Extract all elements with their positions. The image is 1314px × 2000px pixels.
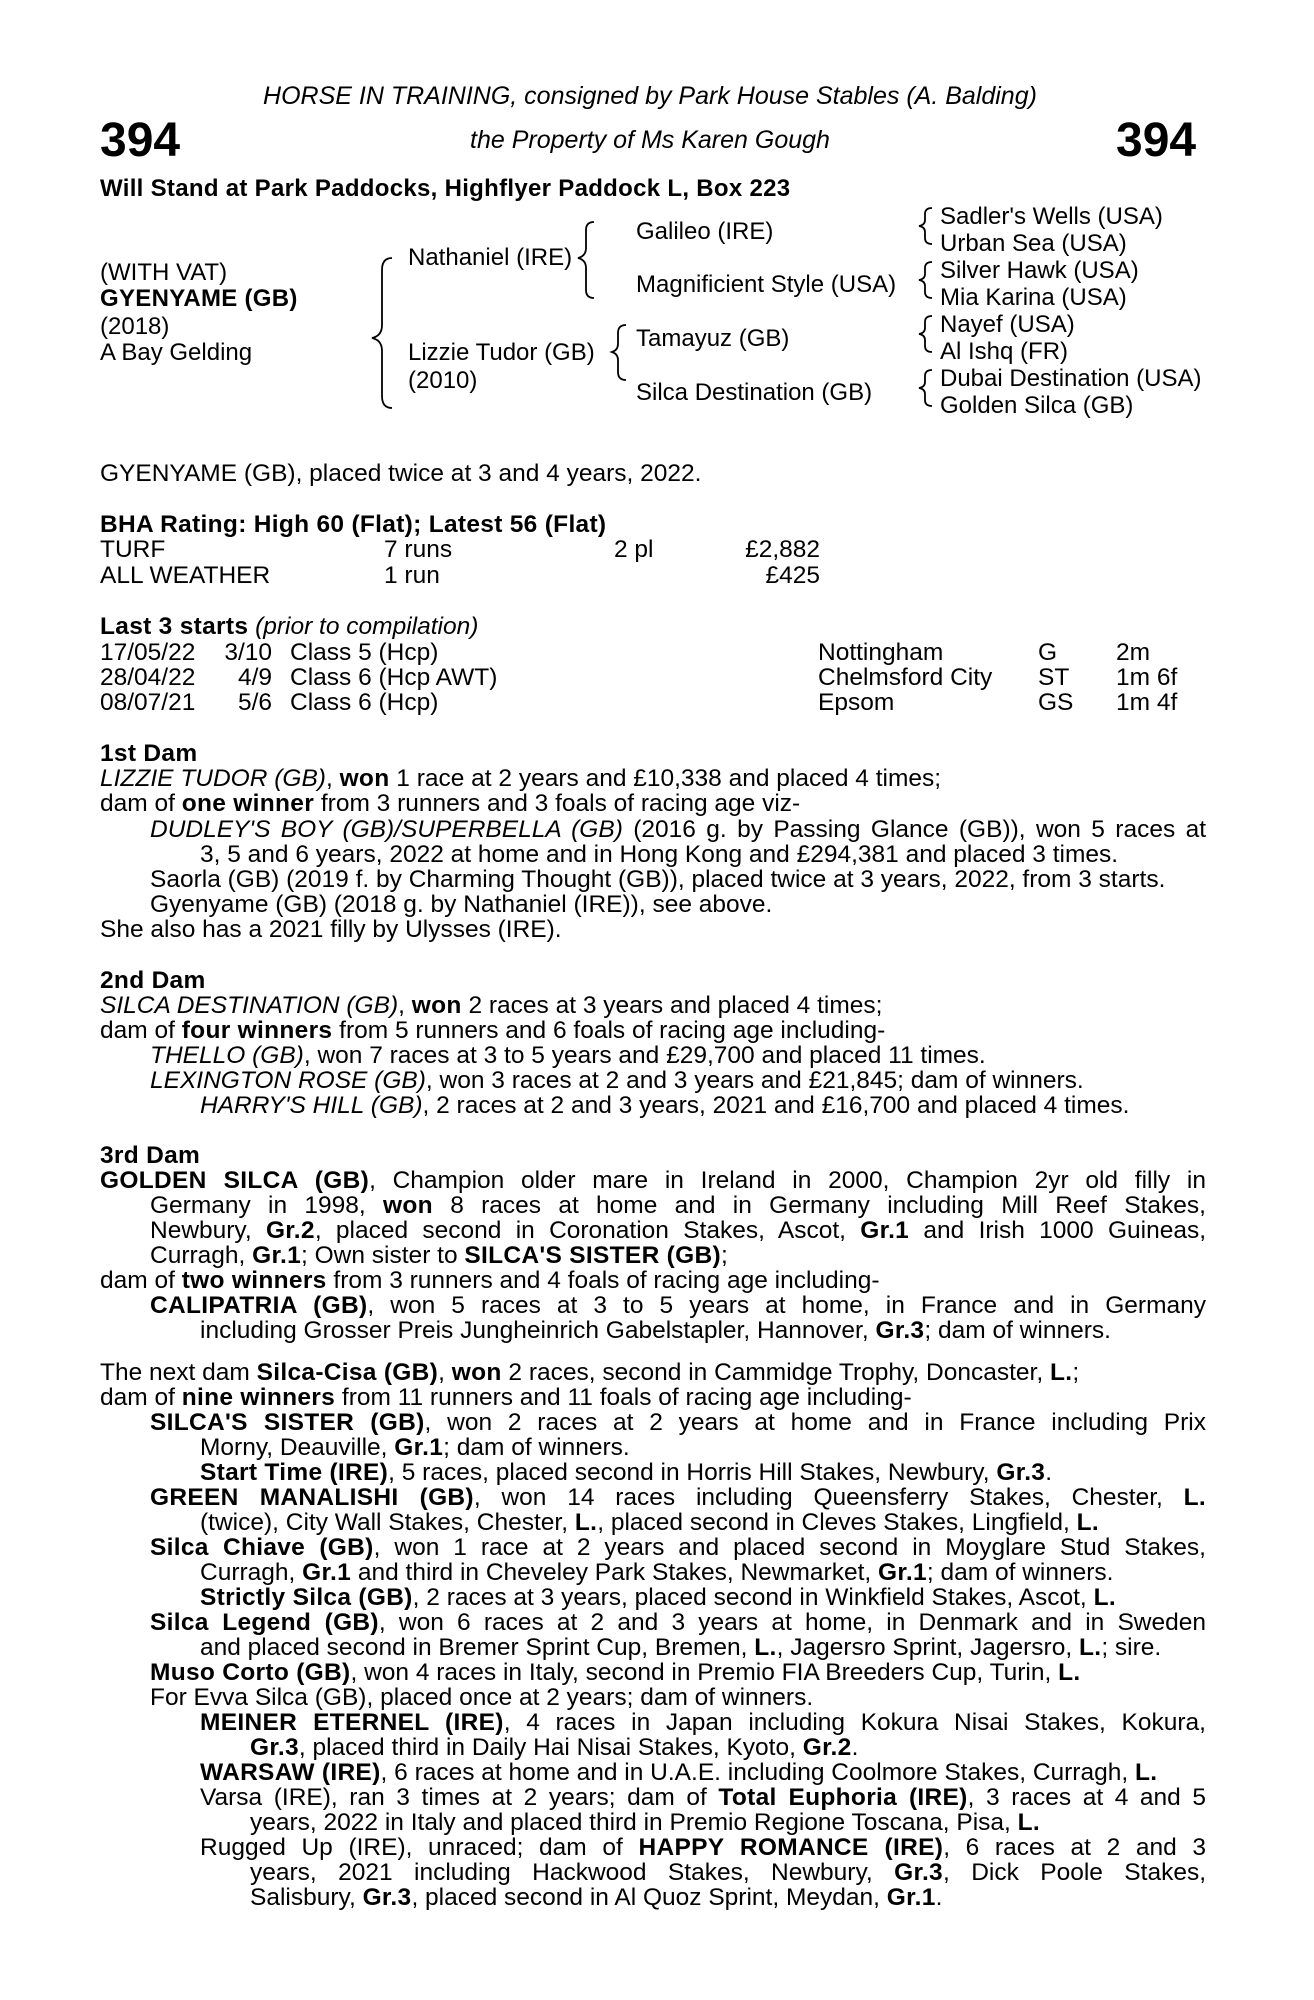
start-going-3: GS bbox=[1038, 689, 1074, 716]
nextdam-line-6: GREEN MANALISHI (GB), won 14 races including Queensferry Stakes, Chester, L. bbox=[150, 1484, 1206, 1511]
dam1-line-5: Saorla (GB) (2019 f. by Charming Thought (GB)), placed twice at 3 years, 2022, from 3 starts. bbox=[150, 866, 1166, 893]
vat-label: (WITH VAT) bbox=[100, 259, 228, 286]
start-dist-3: 1m 4f bbox=[1116, 689, 1178, 716]
dam-dam: Silca Destination (GB) bbox=[636, 379, 873, 406]
dam1-line-3: DUDLEY'S BOY (GB)/SUPERBELLA (GB) (2016 g. by Passing Glance (GB)), won 5 races at bbox=[150, 816, 1207, 843]
horse-description: A Bay Gelding bbox=[100, 339, 253, 366]
sire: Nathaniel (IRE) bbox=[408, 244, 573, 271]
start-class-2: Class 6 (Hcp AWT) bbox=[290, 664, 498, 691]
dam3-line-7: including Grosser Preis Jungheinrich Gabelstapler, Hannover, Gr.3; dam of winners. bbox=[200, 1317, 1111, 1344]
start-going-2: ST bbox=[1038, 664, 1070, 691]
rating-placed-1: 2 pl bbox=[614, 536, 654, 563]
nextdam-line-1: The next dam Silca-Cisa (GB), won 2 races, second in Cammidge Trophy, Doncaster, L.; bbox=[100, 1359, 1080, 1386]
start-dist-2: 1m 6f bbox=[1116, 664, 1178, 691]
horse-name: GYENYAME (GB) bbox=[100, 285, 298, 312]
rating-runs-2: 1 run bbox=[384, 562, 440, 589]
start-pos-2: 4/9 bbox=[237, 664, 272, 691]
nextdam-line-4: Morny, Deauville, Gr.1; dam of winners. bbox=[200, 1434, 630, 1461]
horse-year: (2018) bbox=[100, 313, 170, 340]
gg-5: Nayef (USA) bbox=[940, 311, 1075, 338]
nextdam-line-3: SILCA'S SISTER (GB), won 2 races at 2 years at home and in France including Prix bbox=[150, 1409, 1206, 1436]
nextdam-line-8: Silca Chiave (GB), won 1 race at 2 years and placed second in Moyglare Stud Stakes, bbox=[150, 1534, 1206, 1561]
dam3-line-1: GOLDEN SILCA (GB), Champion older mare in Ireland in 2000, Champion 2yr old filly in bbox=[100, 1167, 1206, 1194]
dam3-line-2: Germany in 1998, won 8 races at home and in Germany including Mill Reef Stakes, bbox=[150, 1192, 1206, 1219]
dam2-line-1: SILCA DESTINATION (GB), won 2 races at 3 years and placed 4 times; bbox=[100, 992, 883, 1019]
dam2-line-2: dam of four winners from 5 runners and 6 foals of racing age including- bbox=[100, 1017, 886, 1044]
rating-earnings-2: £425 bbox=[765, 562, 820, 589]
gg-1: Sadler's Wells (USA) bbox=[940, 203, 1163, 230]
nextdam-line-18: Varsa (IRE), ran 3 times at 2 years; dam of Total Euphoria (IRE), 3 races at 4 and 5 bbox=[200, 1784, 1207, 1811]
dam1-line-7: She also has a 2021 filly by Ulysses (IRE). bbox=[100, 916, 562, 943]
start-course-3: Epsom bbox=[818, 689, 895, 716]
start-course-2: Chelmsford City bbox=[818, 664, 993, 691]
nextdam-line-21: years, 2021 including Hackwood Stakes, Newbury, Gr.3, Dick Poole Stakes, bbox=[250, 1859, 1207, 1886]
nextdam-line-10: Strictly Silca (GB), 2 races at 3 years, placed second in Winkfield Stakes, Ascot, L. bbox=[200, 1584, 1116, 1611]
start-pos-3: 5/6 bbox=[237, 689, 272, 716]
summary-line: GYENYAME (GB), placed twice at 3 and 4 years, 2022. bbox=[100, 460, 702, 487]
dam2-line-4: LEXINGTON ROSE (GB), won 3 races at 2 and 3 years and £21,845; dam of winners. bbox=[150, 1067, 1084, 1094]
dam3-line-3: Newbury, Gr.2, placed second in Coronation Stakes, Ascot, Gr.1 and Irish 1000 Guineas, bbox=[150, 1217, 1206, 1244]
dam1-heading: 1st Dam bbox=[100, 740, 198, 767]
start-pos-1: 3/10 bbox=[224, 639, 272, 666]
nextdam-line-22: Salisbury, Gr.3, placed second in Al Quoz Sprint, Meydan, Gr.1. bbox=[250, 1884, 943, 1911]
dam-sire: Tamayuz (GB) bbox=[636, 325, 790, 352]
starts-heading: Last 3 starts (prior to compilation) bbox=[100, 613, 479, 640]
dam1-line-2: dam of one winner from 3 runners and 3 foals of racing age viz- bbox=[100, 790, 801, 817]
nextdam-line-20: Rugged Up (IRE), unraced; dam of HAPPY ROMANCE (IRE), 6 races at 2 and 3 bbox=[200, 1834, 1207, 1861]
gg-4: Mia Karina (USA) bbox=[940, 284, 1127, 311]
nextdam-line-14: For Evva Silca (GB), placed once at 2 years; dam of winners. bbox=[150, 1684, 814, 1711]
sire-sire: Galileo (IRE) bbox=[636, 218, 774, 245]
start-date-3: 08/07/21 bbox=[100, 689, 196, 716]
consignment-line: HORSE IN TRAINING, consigned by Park House Stables (A. Balding) bbox=[263, 82, 1037, 110]
dam3-line-6: CALIPATRIA (GB), won 5 races at 3 to 5 years at home, in France and in Germany bbox=[150, 1292, 1206, 1319]
dam3-heading: 3rd Dam bbox=[100, 1142, 201, 1169]
start-date-2: 28/04/22 bbox=[100, 664, 196, 691]
start-class-3: Class 6 (Hcp) bbox=[290, 689, 439, 716]
dam1-line-6: Gyenyame (GB) (2018 g. by Nathaniel (IRE)), see above. bbox=[150, 891, 773, 918]
nextdam-line-19: years, 2022 in Italy and placed third in Premio Regione Toscana, Pisa, L. bbox=[250, 1809, 1041, 1836]
nextdam-line-12: and placed second in Bremer Sprint Cup, Bremen, L., Jagersro Sprint, Jagersro, L.; sire. bbox=[200, 1634, 1162, 1661]
rating-surface-2: ALL WEATHER bbox=[100, 562, 271, 589]
dam2-heading: 2nd Dam bbox=[100, 967, 206, 994]
start-class-1: Class 5 (Hcp) bbox=[290, 639, 439, 666]
dam1-line-4: 3, 5 and 6 years, 2022 at home and in Hong Kong and £294,381 and placed 3 times. bbox=[200, 841, 1119, 868]
rating-earnings-1: £2,882 bbox=[745, 536, 820, 563]
property-line: the Property of Ms Karen Gough bbox=[470, 126, 830, 154]
location-line: Will Stand at Park Paddocks, Highflyer Paddock L, Box 223 bbox=[100, 175, 791, 202]
gg-3: Silver Hawk (USA) bbox=[940, 257, 1139, 284]
start-going-1: G bbox=[1038, 639, 1058, 666]
nextdam-line-15: MEINER ETERNEL (IRE), 4 races in Japan including Kokura Nisai Stakes, Kokura, bbox=[200, 1709, 1206, 1736]
dam-year: (2010) bbox=[408, 367, 478, 394]
nextdam-line-13: Muso Corto (GB), won 4 races in Italy, second in Premio FIA Breeders Cup, Turin, L. bbox=[150, 1659, 1081, 1686]
lot-number-right: 394 bbox=[1116, 114, 1197, 167]
gg-7: Dubai Destination (USA) bbox=[940, 365, 1202, 392]
lot-number-left: 394 bbox=[100, 114, 181, 167]
dam3-line-4: Curragh, Gr.1; Own sister to SILCA'S SISTER (GB); bbox=[150, 1242, 728, 1269]
nextdam-line-17: WARSAW (IRE), 6 races at home and in U.A.E. including Coolmore Stakes, Curragh, L. bbox=[200, 1759, 1158, 1786]
nextdam-line-9: Curragh, Gr.1 and third in Cheveley Park Stakes, Newmarket, Gr.1; dam of winners. bbox=[200, 1559, 1114, 1586]
gg-8: Golden Silca (GB) bbox=[940, 392, 1134, 419]
dam2-line-3: THELLO (GB), won 7 races at 3 to 5 years and £29,700 and placed 11 times. bbox=[150, 1042, 986, 1069]
dam3-line-5: dam of two winners from 3 runners and 4 foals of racing age including- bbox=[100, 1267, 880, 1294]
dam1-line-1: LIZZIE TUDOR (GB), won 1 race at 2 years and £10,338 and placed 4 times; bbox=[100, 765, 942, 792]
nextdam-line-5: Start Time (IRE), 5 races, placed second in Horris Hill Stakes, Newbury, Gr.3. bbox=[200, 1459, 1053, 1486]
start-dist-1: 2m bbox=[1116, 639, 1151, 666]
dam: Lizzie Tudor (GB) bbox=[408, 339, 595, 366]
start-date-1: 17/05/22 bbox=[100, 639, 196, 666]
start-course-1: Nottingham bbox=[818, 639, 944, 666]
nextdam-line-11: Silca Legend (GB), won 6 races at 2 and 3 years at home, in Denmark and in Sweden bbox=[150, 1609, 1206, 1636]
nextdam-line-16: Gr.3, placed third in Daily Hai Nisai Stakes, Kyoto, Gr.2. bbox=[250, 1734, 859, 1761]
rating-title: BHA Rating: High 60 (Flat); Latest 56 (Flat) bbox=[100, 511, 607, 538]
nextdam-line-2: dam of nine winners from 11 runners and 11 foals of racing age including- bbox=[100, 1384, 912, 1411]
rating-runs-1: 7 runs bbox=[384, 536, 453, 563]
sire-dam: Magnificient Style (USA) bbox=[636, 271, 897, 298]
gg-2: Urban Sea (USA) bbox=[940, 230, 1127, 257]
rating-surface-1: TURF bbox=[100, 536, 166, 563]
nextdam-line-7: (twice), City Wall Stakes, Chester, L., placed second in Cleves Stakes, Lingfield, L. bbox=[200, 1509, 1099, 1536]
gg-6: Al Ishq (FR) bbox=[940, 338, 1069, 365]
dam2-line-5: HARRY'S HILL (GB), 2 races at 2 and 3 years, 2021 and £16,700 and placed 4 times. bbox=[200, 1092, 1130, 1119]
